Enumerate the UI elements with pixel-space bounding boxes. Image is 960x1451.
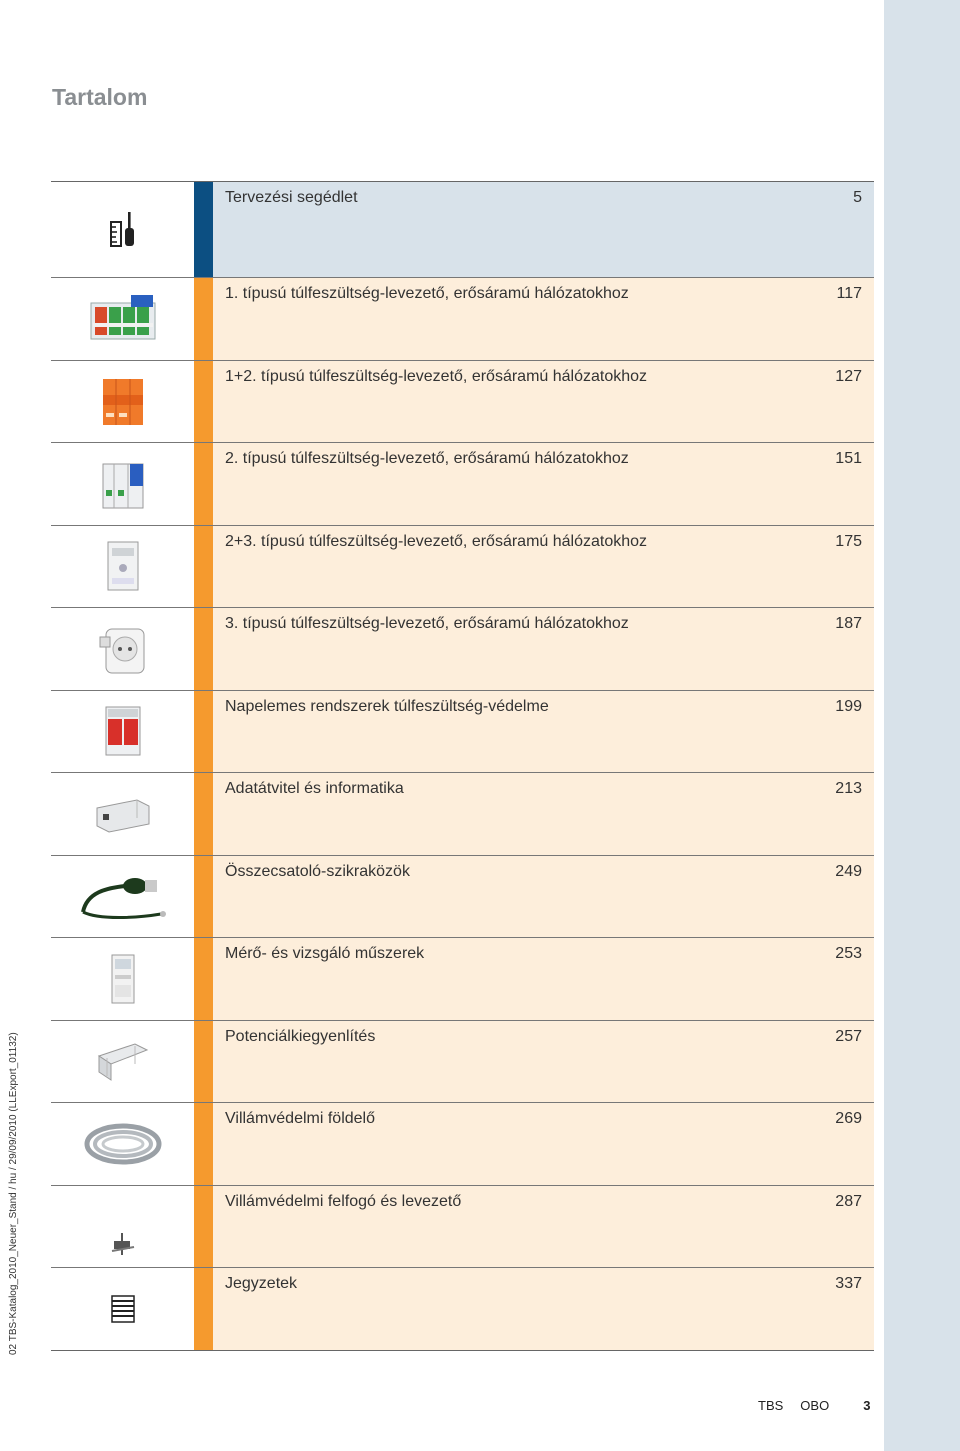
toc-page-number: 175 <box>835 532 862 550</box>
row-accent-strip <box>194 773 213 855</box>
toc-row[interactable] <box>51 525 874 608</box>
toc-row-content <box>213 938 874 1020</box>
toc-page-number: 127 <box>835 367 862 385</box>
page-title: Tartalom <box>52 84 148 110</box>
right-side-band <box>884 0 960 1451</box>
tester-image <box>51 938 194 1020</box>
toc-label[interactable]: 2. típusú túlfeszültség-levezető, erősáramú hálózatokhoz <box>225 450 629 467</box>
type2-arrester-image <box>51 443 194 525</box>
toc-page-number: 199 <box>835 697 862 715</box>
toc-row-content <box>213 443 874 525</box>
toc-row[interactable] <box>51 855 874 938</box>
toc-label[interactable]: Napelemes rendszerek túlfeszültség-védelme <box>225 697 549 715</box>
toc-label[interactable]: Mérő- és vizsgáló műszerek <box>225 945 425 962</box>
type12-arrester-image <box>51 361 194 443</box>
toc-table <box>51 181 874 1351</box>
toc-row[interactable] <box>51 937 874 1020</box>
tools-icon <box>51 182 194 277</box>
toc-page-number: 337 <box>835 1275 862 1292</box>
toc-row[interactable] <box>51 1020 874 1103</box>
pv-protection-image <box>51 691 194 773</box>
toc-page-number: 117 <box>836 285 862 302</box>
toc-label[interactable]: Villámvédelmi felfogó és levezető <box>225 1192 462 1210</box>
toc-page-number: 269 <box>835 1110 862 1127</box>
toc-row[interactable] <box>51 277 874 360</box>
row-accent-strip <box>194 938 213 1020</box>
toc-row[interactable] <box>51 442 874 525</box>
toc-row[interactable] <box>51 690 874 773</box>
toc-page-number: 249 <box>835 862 862 880</box>
toc-label[interactable]: Potenciálkiegyenlítés <box>225 1027 376 1045</box>
socket-protector-image <box>51 608 194 690</box>
spark-gap-image <box>51 856 194 938</box>
row-accent-strip <box>194 1021 213 1103</box>
page-footer <box>758 1398 870 1413</box>
toc-row-content <box>213 1021 874 1103</box>
toc-row-content <box>213 773 874 855</box>
toc-page-number: 213 <box>835 780 862 797</box>
toc-row[interactable] <box>51 772 874 855</box>
toc-label[interactable]: Jegyzetek <box>225 1275 298 1292</box>
data-protector-image <box>51 773 194 855</box>
type1-arrester-image <box>51 278 194 360</box>
side-print-note: 02 TBS-Katalog_2010_Neuer_Stand / hu / 29/09/2010 (LLExport_01132) <box>8 1032 19 1355</box>
toc-page-number: 287 <box>835 1192 862 1210</box>
toc-row-content <box>213 1103 874 1185</box>
row-accent-strip <box>194 182 213 277</box>
toc-row-content <box>213 608 874 690</box>
toc-row-content <box>213 182 874 277</box>
toc-row-content <box>213 278 874 360</box>
footer-page-number: 3 <box>863 1398 871 1413</box>
toc-page-number: 253 <box>835 945 862 962</box>
toc-page-number: 257 <box>835 1027 862 1045</box>
toc-row[interactable] <box>51 1267 874 1350</box>
air-terminal-image <box>51 1186 194 1268</box>
toc-label[interactable]: Adatátvitel és informatika <box>225 780 404 797</box>
toc-label[interactable]: Tervezési segédlet <box>225 189 358 206</box>
row-accent-strip <box>194 1186 213 1268</box>
row-accent-strip <box>194 856 213 938</box>
footer-brand-obo: OBO <box>800 1398 830 1413</box>
toc-row[interactable] <box>51 182 874 277</box>
toc-label[interactable]: 1+2. típusú túlfeszültség-levezető, erősáramú hálózatokhoz <box>225 367 648 385</box>
row-accent-strip <box>194 278 213 360</box>
row-accent-strip <box>194 1268 213 1350</box>
toc-label[interactable]: 1. típusú túlfeszültség-levezető, erősáramú hálózatokhoz <box>225 285 629 302</box>
toc-page-number: 187 <box>835 615 862 632</box>
toc-row[interactable] <box>51 360 874 443</box>
toc-row-content <box>213 361 874 443</box>
toc-label[interactable]: 2+3. típusú túlfeszültség-levezető, erősáramú hálózatokhoz <box>225 532 648 550</box>
toc-row-content <box>213 1186 874 1268</box>
toc-label[interactable]: Villámvédelmi földelő <box>225 1110 375 1127</box>
toc-label[interactable]: Összecsatoló-szikraközök <box>225 862 410 880</box>
footer-brand-tbs: TBS <box>758 1398 784 1413</box>
toc-row-content <box>213 526 874 608</box>
toc-page-number: 5 <box>853 189 862 206</box>
notes-icon <box>51 1268 194 1350</box>
row-accent-strip <box>194 1103 213 1185</box>
toc-row-content <box>213 691 874 773</box>
bonding-bar-image <box>51 1021 194 1103</box>
toc-label[interactable]: 3. típusú túlfeszültség-levezető, erősáramú hálózatokhoz <box>225 615 629 632</box>
toc-page-number: 151 <box>835 450 862 467</box>
toc-row[interactable] <box>51 1185 874 1268</box>
toc-row-content <box>213 856 874 938</box>
earthing-coil-image <box>51 1103 194 1185</box>
row-accent-strip <box>194 608 213 690</box>
row-accent-strip <box>194 443 213 525</box>
toc-row[interactable] <box>51 607 874 690</box>
type23-arrester-image <box>51 526 194 608</box>
toc-row[interactable] <box>51 1102 874 1185</box>
toc-row-content <box>213 1268 874 1350</box>
row-accent-strip <box>194 526 213 608</box>
row-accent-strip <box>194 691 213 773</box>
row-accent-strip <box>194 361 213 443</box>
